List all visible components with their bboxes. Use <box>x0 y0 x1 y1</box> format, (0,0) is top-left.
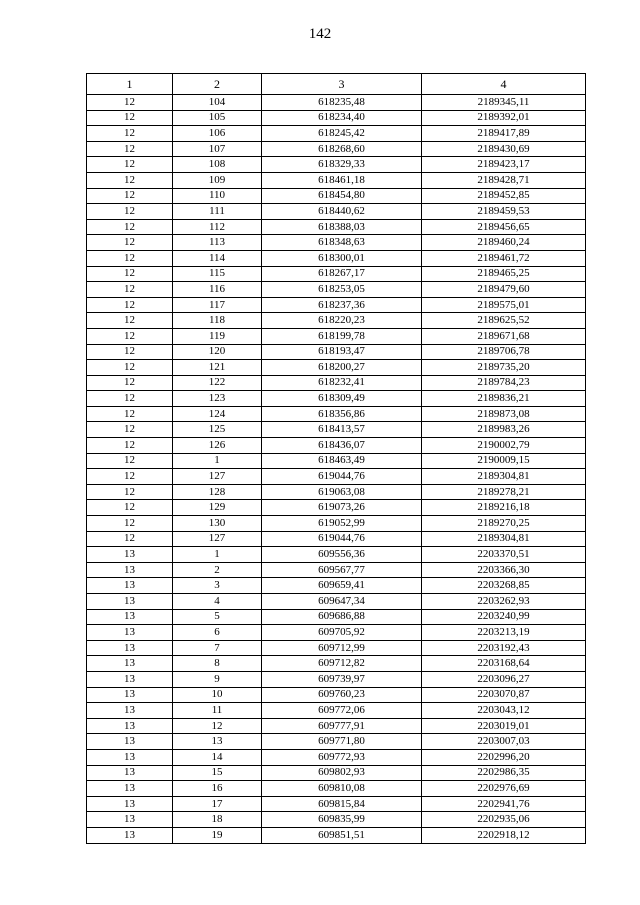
cell-point: 129 <box>173 500 262 516</box>
cell-point: 5 <box>173 609 262 625</box>
cell-x: 618463,49 <box>262 453 422 469</box>
table-row <box>87 328 586 344</box>
table-row <box>87 484 586 500</box>
cell-x: 609760,23 <box>262 687 422 703</box>
cell-x: 618200,27 <box>262 360 422 376</box>
cell-section: 12 <box>87 110 173 126</box>
table-row <box>87 578 586 594</box>
cell-x: 609772,93 <box>262 749 422 765</box>
cell-section: 12 <box>87 344 173 360</box>
cell-y: 2189452,85 <box>422 188 586 204</box>
cell-point: 13 <box>173 734 262 750</box>
cell-section: 12 <box>87 250 173 266</box>
cell-section: 13 <box>87 812 173 828</box>
cell-y: 2189430,69 <box>422 141 586 157</box>
cell-point: 119 <box>173 328 262 344</box>
cell-x: 618356,86 <box>262 406 422 422</box>
cell-x: 619044,76 <box>262 469 422 485</box>
cell-x: 618309,49 <box>262 391 422 407</box>
cell-section: 12 <box>87 313 173 329</box>
cell-section: 12 <box>87 204 173 220</box>
cell-point: 111 <box>173 204 262 220</box>
table-row <box>87 796 586 812</box>
cell-section: 13 <box>87 578 173 594</box>
cell-y: 2189671,68 <box>422 328 586 344</box>
table-row <box>87 500 586 516</box>
cell-x: 619063,08 <box>262 484 422 500</box>
cell-x: 618268,60 <box>262 141 422 157</box>
table-row <box>87 827 586 843</box>
table-row <box>87 235 586 251</box>
cell-x: 619052,99 <box>262 516 422 532</box>
table-row <box>87 157 586 173</box>
cell-point: 127 <box>173 469 262 485</box>
cell-x: 609556,36 <box>262 547 422 563</box>
cell-y: 2189460,24 <box>422 235 586 251</box>
cell-y: 2202935,06 <box>422 812 586 828</box>
cell-x: 609802,93 <box>262 765 422 781</box>
cell-y: 2189270,25 <box>422 516 586 532</box>
cell-point: 3 <box>173 578 262 594</box>
table-row <box>87 250 586 266</box>
table-row <box>87 297 586 313</box>
cell-x: 609705,92 <box>262 625 422 641</box>
cell-x: 609835,99 <box>262 812 422 828</box>
cell-x: 618461,18 <box>262 172 422 188</box>
cell-x: 618235,48 <box>262 95 422 111</box>
cell-x: 618193,47 <box>262 344 422 360</box>
cell-y: 2203213,19 <box>422 625 586 641</box>
cell-x: 618245,42 <box>262 126 422 142</box>
coordinates-table <box>86 73 586 844</box>
table-row <box>87 266 586 282</box>
cell-y: 2202986,35 <box>422 765 586 781</box>
cell-point: 8 <box>173 656 262 672</box>
cell-section: 13 <box>87 594 173 610</box>
table-row <box>87 625 586 641</box>
table-row <box>87 656 586 672</box>
table-row <box>87 671 586 687</box>
cell-section: 13 <box>87 609 173 625</box>
cell-point: 122 <box>173 375 262 391</box>
cell-point: 124 <box>173 406 262 422</box>
cell-point: 123 <box>173 391 262 407</box>
cell-point: 127 <box>173 531 262 547</box>
cell-section: 13 <box>87 640 173 656</box>
cell-section: 12 <box>87 235 173 251</box>
cell-section: 12 <box>87 95 173 111</box>
cell-x: 618220,23 <box>262 313 422 329</box>
cell-section: 12 <box>87 141 173 157</box>
cell-section: 12 <box>87 422 173 438</box>
cell-section: 12 <box>87 297 173 313</box>
cell-section: 12 <box>87 453 173 469</box>
cell-x: 609567,77 <box>262 562 422 578</box>
cell-point: 117 <box>173 297 262 313</box>
cell-y: 2190002,79 <box>422 438 586 454</box>
cell-y: 2202918,12 <box>422 827 586 843</box>
cell-x: 618454,80 <box>262 188 422 204</box>
table-row <box>87 375 586 391</box>
cell-y: 2202941,76 <box>422 796 586 812</box>
table-row <box>87 718 586 734</box>
table-row <box>87 547 586 563</box>
cell-y: 2202976,69 <box>422 781 586 797</box>
cell-point: 15 <box>173 765 262 781</box>
cell-point: 12 <box>173 718 262 734</box>
cell-y: 2189423,17 <box>422 157 586 173</box>
table-row <box>87 516 586 532</box>
cell-y: 2189575,01 <box>422 297 586 313</box>
table-row <box>87 204 586 220</box>
cell-x: 618388,03 <box>262 219 422 235</box>
cell-y: 2203043,12 <box>422 703 586 719</box>
cell-point: 10 <box>173 687 262 703</box>
cell-section: 13 <box>87 656 173 672</box>
table-row <box>87 781 586 797</box>
cell-point: 14 <box>173 749 262 765</box>
cell-x: 618232,41 <box>262 375 422 391</box>
cell-y: 2189456,65 <box>422 219 586 235</box>
cell-section: 12 <box>87 484 173 500</box>
cell-x: 618436,07 <box>262 438 422 454</box>
cell-y: 2203262,93 <box>422 594 586 610</box>
cell-y: 2189735,20 <box>422 360 586 376</box>
cell-section: 12 <box>87 469 173 485</box>
cell-section: 12 <box>87 406 173 422</box>
cell-y: 2203019,01 <box>422 718 586 734</box>
table-row <box>87 172 586 188</box>
cell-point: 105 <box>173 110 262 126</box>
cell-point: 18 <box>173 812 262 828</box>
cell-y: 2203370,51 <box>422 547 586 563</box>
cell-x: 609659,41 <box>262 578 422 594</box>
cell-y: 2203168,64 <box>422 656 586 672</box>
cell-y: 2189836,21 <box>422 391 586 407</box>
cell-y: 2189428,71 <box>422 172 586 188</box>
table-row <box>87 749 586 765</box>
cell-y: 2189216,18 <box>422 500 586 516</box>
cell-y: 2189304,81 <box>422 469 586 485</box>
cell-y: 2203366,30 <box>422 562 586 578</box>
cell-section: 13 <box>87 827 173 843</box>
cell-point: 4 <box>173 594 262 610</box>
cell-point: 130 <box>173 516 262 532</box>
cell-point: 11 <box>173 703 262 719</box>
table-row <box>87 344 586 360</box>
cell-x: 618329,33 <box>262 157 422 173</box>
cell-point: 113 <box>173 235 262 251</box>
column-header-2: 2 <box>173 74 262 95</box>
cell-y: 2189706,78 <box>422 344 586 360</box>
cell-point: 125 <box>173 422 262 438</box>
cell-y: 2189392,01 <box>422 110 586 126</box>
cell-point: 115 <box>173 266 262 282</box>
cell-section: 12 <box>87 516 173 532</box>
cell-section: 13 <box>87 547 173 563</box>
cell-section: 13 <box>87 781 173 797</box>
table-row <box>87 812 586 828</box>
table-row <box>87 110 586 126</box>
table-row <box>87 640 586 656</box>
table-row <box>87 422 586 438</box>
cell-y: 2189417,89 <box>422 126 586 142</box>
cell-section: 12 <box>87 391 173 407</box>
cell-x: 618440,62 <box>262 204 422 220</box>
cell-point: 1 <box>173 453 262 469</box>
cell-y: 2189625,52 <box>422 313 586 329</box>
table-row <box>87 734 586 750</box>
cell-x: 618267,17 <box>262 266 422 282</box>
cell-point: 107 <box>173 141 262 157</box>
table-row <box>87 531 586 547</box>
cell-y: 2189465,25 <box>422 266 586 282</box>
cell-point: 16 <box>173 781 262 797</box>
cell-point: 7 <box>173 640 262 656</box>
cell-y: 2203007,03 <box>422 734 586 750</box>
table-row <box>87 703 586 719</box>
cell-point: 1 <box>173 547 262 563</box>
cell-point: 121 <box>173 360 262 376</box>
cell-point: 9 <box>173 671 262 687</box>
cell-x: 619073,26 <box>262 500 422 516</box>
cell-x: 609686,88 <box>262 609 422 625</box>
cell-section: 13 <box>87 671 173 687</box>
cell-y: 2203070,87 <box>422 687 586 703</box>
cell-point: 110 <box>173 188 262 204</box>
cell-point: 17 <box>173 796 262 812</box>
table-row <box>87 313 586 329</box>
cell-y: 2203268,85 <box>422 578 586 594</box>
cell-section: 12 <box>87 188 173 204</box>
cell-section: 12 <box>87 328 173 344</box>
table-row <box>87 609 586 625</box>
cell-point: 114 <box>173 250 262 266</box>
cell-point: 116 <box>173 282 262 298</box>
cell-x: 618348,63 <box>262 235 422 251</box>
cell-x: 618253,05 <box>262 282 422 298</box>
table-body <box>87 95 586 844</box>
cell-x: 619044,76 <box>262 531 422 547</box>
cell-point: 120 <box>173 344 262 360</box>
table-row <box>87 141 586 157</box>
cell-section: 13 <box>87 734 173 750</box>
cell-point: 126 <box>173 438 262 454</box>
cell-section: 13 <box>87 703 173 719</box>
cell-section: 12 <box>87 172 173 188</box>
cell-x: 609810,08 <box>262 781 422 797</box>
cell-section: 13 <box>87 687 173 703</box>
cell-section: 12 <box>87 157 173 173</box>
cell-point: 112 <box>173 219 262 235</box>
cell-point: 109 <box>173 172 262 188</box>
cell-x: 618413,57 <box>262 422 422 438</box>
cell-y: 2189304,81 <box>422 531 586 547</box>
cell-point: 104 <box>173 95 262 111</box>
table-row <box>87 562 586 578</box>
cell-section: 13 <box>87 718 173 734</box>
cell-y: 2189461,72 <box>422 250 586 266</box>
table-row <box>87 126 586 142</box>
cell-point: 118 <box>173 313 262 329</box>
table-row <box>87 594 586 610</box>
cell-point: 108 <box>173 157 262 173</box>
table-row <box>87 360 586 376</box>
page-number: 142 <box>308 26 332 42</box>
cell-x: 609771,80 <box>262 734 422 750</box>
cell-section: 13 <box>87 796 173 812</box>
cell-x: 609772,06 <box>262 703 422 719</box>
cell-section: 12 <box>87 360 173 376</box>
cell-y: 2189459,53 <box>422 204 586 220</box>
cell-y: 2189983,26 <box>422 422 586 438</box>
table-row <box>87 453 586 469</box>
column-header-3: 3 <box>262 74 422 95</box>
cell-x: 609647,34 <box>262 594 422 610</box>
cell-y: 2189278,21 <box>422 484 586 500</box>
table-header-row <box>87 74 586 95</box>
cell-x: 618237,36 <box>262 297 422 313</box>
cell-x: 609712,99 <box>262 640 422 656</box>
cell-section: 12 <box>87 531 173 547</box>
cell-y: 2189873,08 <box>422 406 586 422</box>
cell-y: 2190009,15 <box>422 453 586 469</box>
cell-x: 609851,51 <box>262 827 422 843</box>
cell-point: 128 <box>173 484 262 500</box>
table-row <box>87 95 586 111</box>
cell-section: 13 <box>87 765 173 781</box>
cell-y: 2189345,11 <box>422 95 586 111</box>
cell-x: 609739,97 <box>262 671 422 687</box>
cell-y: 2202996,20 <box>422 749 586 765</box>
cell-y: 2203240,99 <box>422 609 586 625</box>
column-header-4: 4 <box>422 74 586 95</box>
cell-x: 609777,91 <box>262 718 422 734</box>
cell-section: 13 <box>87 625 173 641</box>
cell-y: 2189784,23 <box>422 375 586 391</box>
table-row <box>87 219 586 235</box>
cell-section: 12 <box>87 219 173 235</box>
cell-point: 19 <box>173 827 262 843</box>
cell-x: 618234,40 <box>262 110 422 126</box>
table-row <box>87 391 586 407</box>
cell-x: 618300,01 <box>262 250 422 266</box>
cell-x: 618199,78 <box>262 328 422 344</box>
cell-section: 13 <box>87 562 173 578</box>
table-row <box>87 188 586 204</box>
cell-section: 12 <box>87 375 173 391</box>
cell-section: 12 <box>87 282 173 298</box>
cell-y: 2203096,27 <box>422 671 586 687</box>
table-row <box>87 765 586 781</box>
table-row <box>87 469 586 485</box>
table-row <box>87 406 586 422</box>
cell-point: 106 <box>173 126 262 142</box>
cell-y: 2189479,60 <box>422 282 586 298</box>
cell-section: 12 <box>87 266 173 282</box>
cell-point: 2 <box>173 562 262 578</box>
column-header-1: 1 <box>87 74 173 95</box>
cell-x: 609815,84 <box>262 796 422 812</box>
cell-y: 2203192,43 <box>422 640 586 656</box>
cell-point: 6 <box>173 625 262 641</box>
table-row <box>87 282 586 298</box>
cell-section: 13 <box>87 749 173 765</box>
cell-x: 609712,82 <box>262 656 422 672</box>
cell-section: 12 <box>87 126 173 142</box>
table-row <box>87 687 586 703</box>
cell-section: 12 <box>87 500 173 516</box>
table-row <box>87 438 586 454</box>
cell-section: 12 <box>87 438 173 454</box>
